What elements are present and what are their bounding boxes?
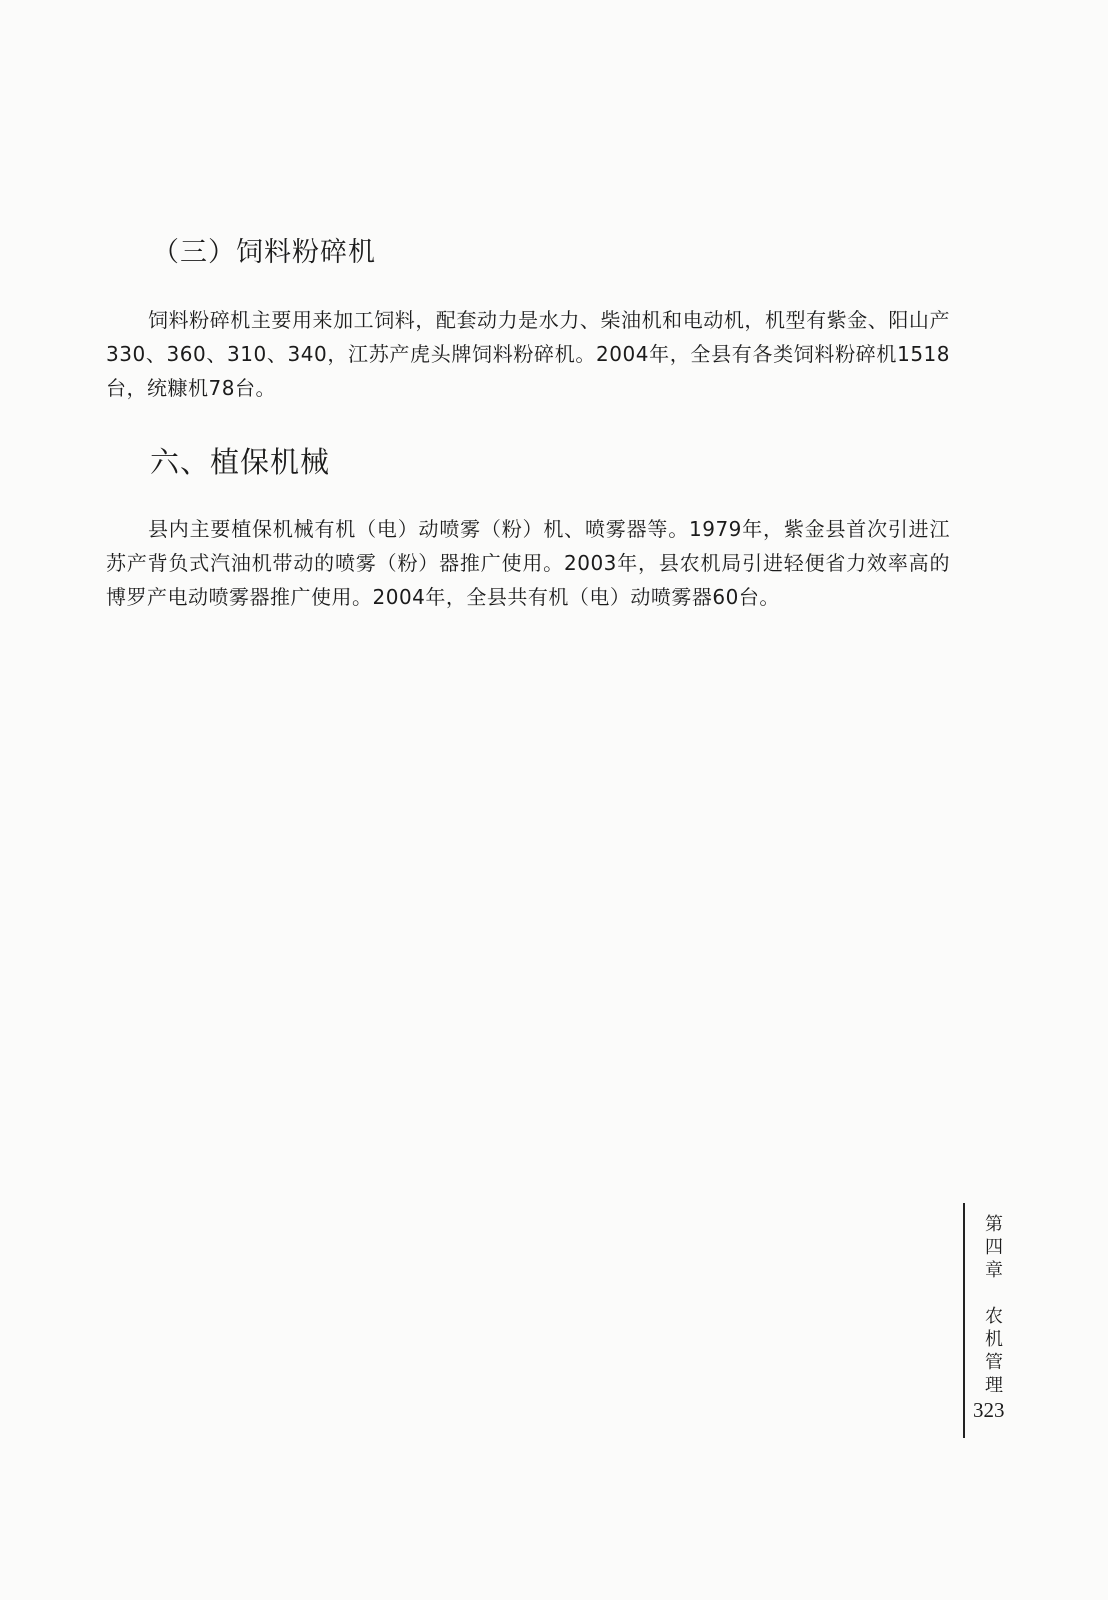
section-heading: 六、植保机械 — [150, 445, 331, 479]
page-number: 323 — [973, 1398, 1005, 1422]
paragraph-plant-protection: 县内主要植保机械有机（电）动喷雾（粉）机、喷雾器等。1979年，紫金县首次引进江苏产背负式汽油机带动的喷雾（粉）器推广使用。2003年，县农机局引进轻便省力效率高的博罗产电动喷雾器推广使用。2004年，全县共有机（电）动喷雾器60台。 — [106, 517, 950, 609]
chapter-margin-label: 第 四 章 农 机 管 理 — [985, 1214, 1003, 1396]
subsection-heading: （三）饲料粉碎机 — [152, 237, 376, 268]
margin-divider-line — [963, 1203, 965, 1438]
paragraph-feed-grinder: 饲料粉碎机主要用来加工饲料，配套动力是水力、柴油机和电动机，机型有紫金、阳山产330、360、310、340，江苏产虎头牌饲料粉碎机。2004年，全县有各类饲料粉碎机1518台，统糠机78台。 — [106, 308, 950, 400]
